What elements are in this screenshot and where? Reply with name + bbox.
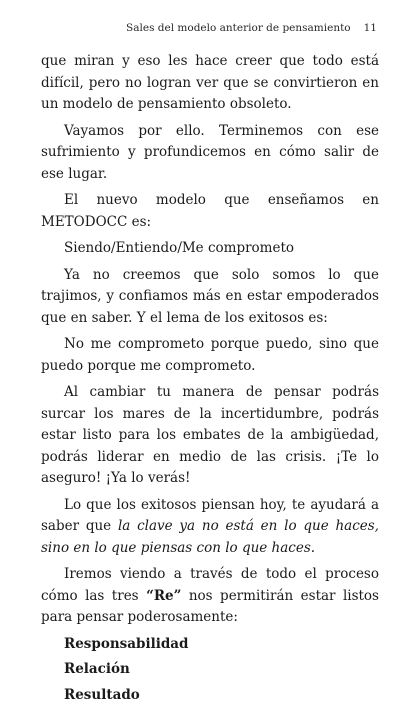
body-text [41,51,379,710]
paragraph: Al cambiar tu manera de pensar podrás surcar los mares de la incertidumbre, podrás estar listo para los embates de la ambigüedad, podrás liderar en medio de las crisis. ¡Te lo aseguro! ¡Ya lo verás! [41,384,379,486]
page-number: 11 [363,22,377,34]
re-list-item: Resultado [64,686,140,703]
paragraph-text: Iremos viendo a través de todo el proceso cómo las tres [41,566,379,604]
paragraph-text: nos permitirán estar listos para pensar poderosamente: [41,587,379,625]
paragraph-model-motto: Siendo/Entiendo/Me comprometo [64,240,295,256]
re-list [41,634,379,707]
re-term: “Re” [146,587,182,604]
paragraph-text: Lo que los exitosos piensan hoy, te ayudará a saber que [41,496,379,534]
paragraph-lema: No me comprometo porque puedo, sino que puedo porque me comprometo. [41,336,379,374]
paragraph [41,564,379,629]
running-title: Sales del modelo anterior de pensamiento [126,22,351,34]
paragraph: Vayamos por ello. Terminemos con ese sufrimiento y profundicemos en cómo salir de ese lugar. [41,122,379,182]
paragraph [41,495,379,560]
paragraph: Ya no creemos que solo somos lo que trajimos, y confiamos más en estar empoderados que en saber. Y el lema de los exitosos es: [41,266,379,326]
re-list-item: Relación [64,661,130,677]
paragraph: El nuevo modelo que enseñamos en METODOCC es: [41,192,379,230]
paragraph-emphasis: la clave ya no está en lo que haces, sino en lo que piensas con lo que haces. [41,518,379,556]
re-list-item: Responsabilidad [64,635,189,652]
running-header [126,22,377,38]
paragraph-continued: que miran y eso les hace creer que todo está difícil, pero no logran ver que se convirtieron en un modelo de pensamiento obsoleto. [41,53,379,112]
